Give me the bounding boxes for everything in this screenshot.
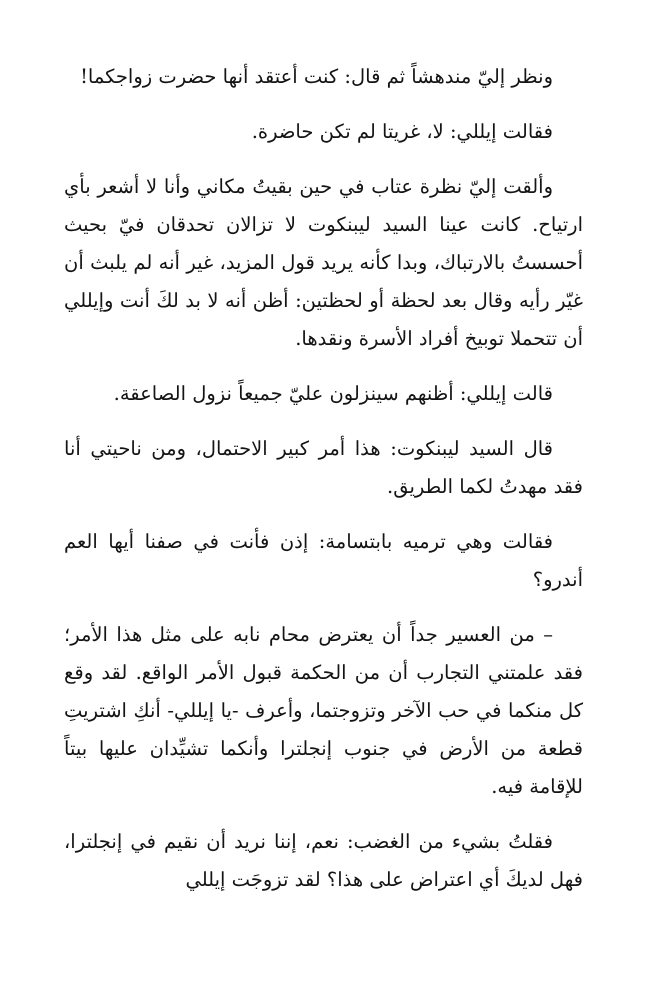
paragraph-6: فقالت وهي ترميه بابتسامة: إذن فأنت في صفنا أيها العم أندرو؟ [64, 530, 583, 591]
paragraph-4: قالت إيللي: أظنهم سينزلون عليّ جميعاً نزول الصاعقة. [113, 382, 553, 405]
paragraph-7: – من العسير جداً أن يعترض محام نابه على مثل هذا الأمر؛ فقد علمتني التجارب أن من الحكمة قبول الأمر الواقع. لقد وقع كل منكما في حب الآخر وتزوجتما، وأعرف -يا إيللي- أنكِ اشتريتِ قطعة من الأرض في جنوب إنجلترا وأنكما تشيِّدان عليها بيتاً للإقامة فيه. [64, 623, 583, 798]
paragraph-1: ونظر إليّ مندهشاً ثم قال: كنت أعتقد أنها حضرت زواجكما! [80, 65, 553, 88]
paragraph-5: قال السيد ليبنكوت: هذا أمر كبير الاحتمال، ومن ناحيتي أنا فقد مهدتُ لكما الطريق. [64, 437, 583, 498]
paragraph-3: وألقت إليّ نظرة عتاب في حين بقيتُ مكاني وأنا لا أشعر بأي ارتياح. كانت عينا السيد ليبنكوت لا تزالان تحدقان فيّ بحيث أحسستُ بالارتباك، وبدا كأنه يريد قول المزيد، غير أنه لم يلبث أن غيّر رأيه وقال بعد لحظة أو لحظتين: أظن أنه لا بد لكَ أنت وإيللي أن تتحملا توبيخ أفراد الأسرة ونقدها. [64, 175, 583, 350]
paragraph-8: فقلتُ بشيء من الغضب: نعم، إننا نريد أن نقيم في إنجلترا، فهل لديكَ أي اعتراض على هذا؟ لقد تزوجَت إيللي [64, 830, 583, 891]
paragraph-2: فقالت إيللي: لا، غريتا لم تكن حاضرة. [251, 120, 553, 143]
